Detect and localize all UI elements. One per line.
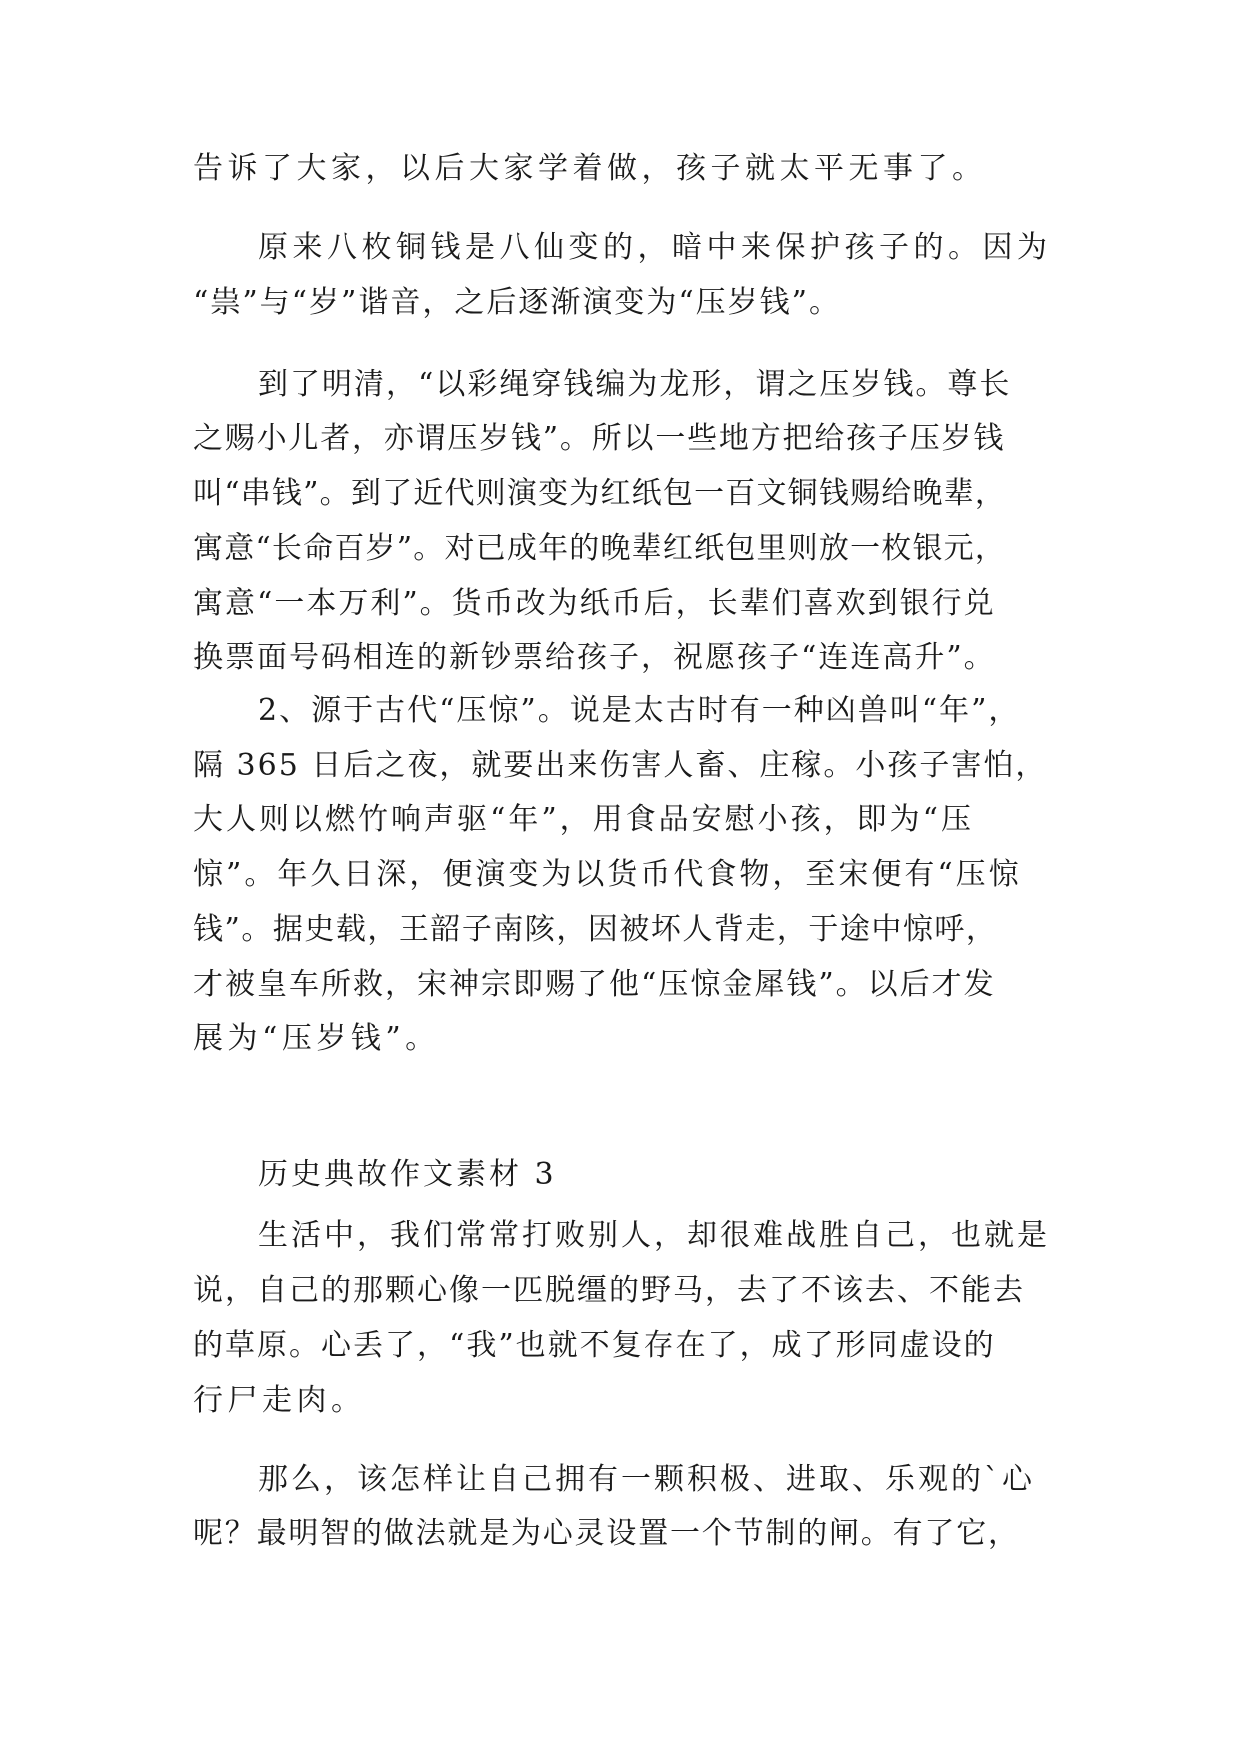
text-line: 之赐小儿者，亦谓压岁钱”。所以一些地方把给孩子压岁钱 bbox=[193, 421, 1006, 456]
text-line: 到了明清，“以彩绳穿钱编为龙形，谓之压岁钱。尊长 bbox=[258, 367, 1012, 402]
text-line: 告诉了大家，以后大家学着做，孩子就太平无事了。 bbox=[193, 151, 987, 186]
text-line: 叫“串钱”。到了近代则演变为红纸包一百文铜钱赐给晚辈， bbox=[193, 476, 1007, 511]
section-heading: 历史典故作文素材 3 bbox=[258, 1157, 557, 1192]
text-line: 原来八枚铜钱是八仙变的，暗中来保护孩子的。因为 bbox=[258, 230, 1052, 265]
text-line: 惊”。年久日深，便演变为以货币代食物，至宋便有“压惊 bbox=[193, 857, 1022, 892]
text-line: 那么，该怎样让自己拥有一颗积极、进取、乐观的`心 bbox=[258, 1462, 1035, 1497]
text-line: 寓意“长命百岁”。对已成年的晚辈红纸包里则放一枚银元， bbox=[193, 531, 1007, 566]
text-line: 寓意“一本万利”。货币改为纸币后，长辈们喜欢到银行兑 bbox=[193, 586, 996, 621]
text-line: 才被皇车所救，宋神宗即赐了他“压惊金犀钱”。以后才发 bbox=[193, 967, 996, 1002]
text-line: 行尸走肉。 bbox=[193, 1383, 366, 1418]
text-line: 钱”。据史载，王韶子南陔，因被坏人背走，于途中惊呼， bbox=[193, 912, 998, 947]
text-line: “祟”与“岁”谐音，之后逐渐演变为“压岁钱”。 bbox=[193, 285, 842, 320]
text-line: 隔 365 日后之夜，就要出来伤害人畜、庄稼。小孩子害怕， bbox=[193, 748, 1048, 783]
text-line: 说，自己的那颗心像一匹脱缰的野马，去了不该去、不能去 bbox=[193, 1273, 1025, 1308]
text-line: 展为“压岁钱”。 bbox=[193, 1021, 440, 1056]
text-line: 的草原。心丢了，“我”也就不复存在了，成了形同虚设的 bbox=[193, 1328, 996, 1363]
text-line: 换票面号码相连的新钞票给孩子，祝愿孩子“连连高升”。 bbox=[193, 640, 996, 675]
text-line: 生活中，我们常常打败别人，却很难战胜自己，也就是 bbox=[258, 1218, 1050, 1253]
text-line: 2、源于古代“压惊”。说是太古时有一种凶兽叫“年”， bbox=[258, 693, 1021, 728]
text-line: 呢？最明智的做法就是为心灵设置一个节制的闸。有了它， bbox=[193, 1516, 1020, 1551]
text-line: 大人则以燃竹响声驱“年”，用食品安慰小孩，即为“压 bbox=[193, 802, 975, 837]
